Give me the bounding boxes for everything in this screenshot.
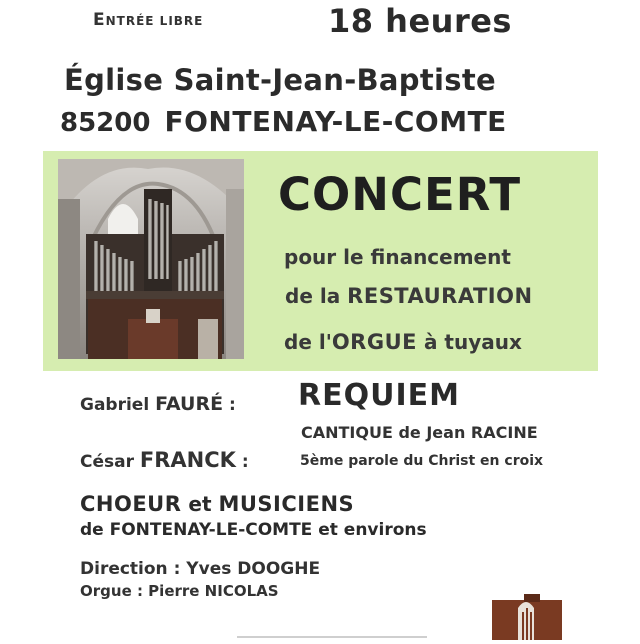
line2-keyword: RESTAURATION bbox=[347, 284, 533, 308]
organ-logo-icon bbox=[484, 594, 568, 640]
concert-purpose-line2 bbox=[285, 284, 533, 308]
concert-title: CONCERT bbox=[278, 168, 522, 221]
direction-credit: Direction : Yves DOOGHE bbox=[80, 559, 321, 579]
divider bbox=[237, 636, 427, 638]
entry-info bbox=[93, 10, 203, 30]
postal-code: 85200 bbox=[60, 108, 151, 138]
performers-line1 bbox=[80, 492, 354, 516]
composer1-last: FAURÉ bbox=[155, 393, 224, 415]
concert-purpose-line1: pour le financement bbox=[284, 245, 511, 269]
city-line bbox=[60, 104, 507, 138]
choir-label: CHOEUR bbox=[80, 492, 182, 516]
performers-and: et bbox=[181, 492, 219, 516]
composer-franck bbox=[80, 448, 249, 472]
entry-initial: E bbox=[93, 10, 106, 30]
musicians-label: MUSICIENS bbox=[218, 492, 355, 516]
composer1-first: Gabriel bbox=[80, 395, 156, 415]
composer2-first: César bbox=[80, 452, 140, 472]
town-name: FONTENAY-LE-COMTE bbox=[164, 105, 507, 138]
work-requiem: REQUIEM bbox=[298, 378, 460, 413]
work-cantique: CANTIQUE de Jean RACINE bbox=[301, 423, 538, 442]
line3-suffix: à tuyaux bbox=[417, 330, 522, 354]
performers-line2: de FONTENAY-LE-COMTE et environs bbox=[80, 520, 427, 540]
concert-purpose-line3 bbox=[284, 330, 522, 354]
concert-time: 18 heures bbox=[328, 2, 512, 40]
organ-photo bbox=[58, 159, 244, 359]
composer2-colon: : bbox=[235, 452, 249, 472]
church-name: Église Saint-Jean-Baptiste bbox=[64, 63, 496, 97]
work-parole: 5ème parole du Christ en croix bbox=[300, 453, 544, 469]
organist-credit: Orgue : Pierre NICOLAS bbox=[80, 582, 279, 600]
line3-prefix: de l' bbox=[284, 330, 332, 354]
composer2-last: FRANCK bbox=[139, 448, 236, 472]
entry-rest: NTRÉE LIBRE bbox=[105, 14, 204, 28]
line2-prefix: de la bbox=[285, 284, 348, 308]
composer-faure bbox=[80, 393, 236, 415]
composer1-colon: : bbox=[223, 395, 236, 415]
line3-keyword: ORGUE bbox=[331, 330, 417, 354]
